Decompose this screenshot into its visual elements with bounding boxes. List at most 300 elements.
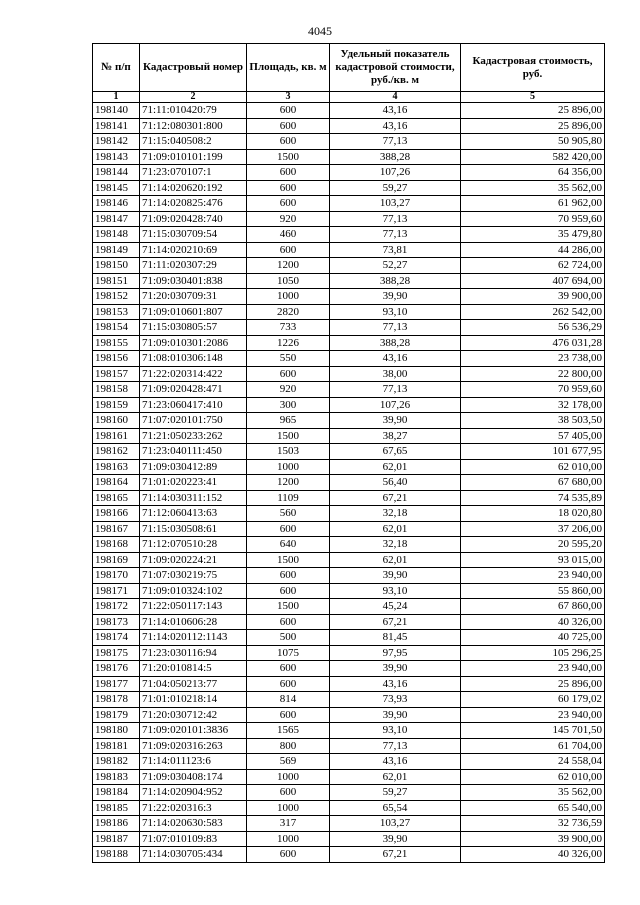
cadastral-number-cell: 71:11:020307:29 — [140, 258, 247, 274]
table-row — [93, 118, 605, 134]
cadastral-value-cell: 61 962,00 — [461, 196, 605, 212]
specific-value-cell: 62,01 — [330, 769, 461, 785]
table-row — [93, 165, 605, 181]
area-cell: 1500 — [247, 149, 330, 165]
cadastral-number-cell: 71:14:011123:6 — [140, 754, 247, 770]
cadastral-number-cell: 71:20:030709:31 — [140, 289, 247, 305]
cadastral-number-cell: 71:09:030401:838 — [140, 273, 247, 289]
cadastral-number-cell: 71:09:030412:89 — [140, 459, 247, 475]
cadastral-number-cell: 71:09:020316:263 — [140, 738, 247, 754]
cadastral-number-cell: 71:14:010606:28 — [140, 614, 247, 630]
table-row — [93, 413, 605, 429]
specific-value-cell: 388,28 — [330, 273, 461, 289]
table-row — [93, 304, 605, 320]
specific-value-cell: 39,90 — [330, 661, 461, 677]
header-cadastral-value: Кадастровая стоимость, руб. — [461, 44, 605, 92]
column-numbers-row — [93, 92, 605, 103]
area-cell: 600 — [247, 614, 330, 630]
header-area: Площадь, кв. м — [247, 44, 330, 92]
table-row — [93, 490, 605, 506]
header-row — [93, 44, 605, 92]
specific-value-cell: 59,27 — [330, 180, 461, 196]
row-number-cell: 198143 — [93, 149, 140, 165]
cadastral-value-cell: 39 900,00 — [461, 831, 605, 847]
cadastral-value-cell: 44 286,00 — [461, 242, 605, 258]
area-cell: 600 — [247, 242, 330, 258]
cadastral-value-cell: 22 800,00 — [461, 366, 605, 382]
table-row — [93, 289, 605, 305]
row-number-cell: 198170 — [93, 568, 140, 584]
specific-value-cell: 62,01 — [330, 521, 461, 537]
cadastral-number-cell: 71:22:020316:3 — [140, 800, 247, 816]
specific-value-cell: 38,27 — [330, 428, 461, 444]
cadastral-number-cell: 71:14:020112:1143 — [140, 630, 247, 646]
row-number-cell: 198153 — [93, 304, 140, 320]
cadastral-number-cell: 71:14:030705:434 — [140, 847, 247, 863]
table-row — [93, 537, 605, 553]
table-row — [93, 134, 605, 150]
table-row — [93, 444, 605, 460]
cadastral-value-cell: 40 326,00 — [461, 614, 605, 630]
row-number-cell: 198140 — [93, 103, 140, 119]
specific-value-cell: 77,13 — [330, 211, 461, 227]
row-number-cell: 198156 — [93, 351, 140, 367]
area-cell: 600 — [247, 118, 330, 134]
cadastral-value-cell: 23 940,00 — [461, 707, 605, 723]
cadastral-number-cell: 71:09:020428:740 — [140, 211, 247, 227]
row-number-cell: 198160 — [93, 413, 140, 429]
specific-value-cell: 39,90 — [330, 831, 461, 847]
area-cell: 600 — [247, 134, 330, 150]
table-row — [93, 816, 605, 832]
cadastral-value-cell: 55 860,00 — [461, 583, 605, 599]
cadastral-number-cell: 71:09:020224:21 — [140, 552, 247, 568]
row-number-cell: 198185 — [93, 800, 140, 816]
cadastral-value-cell: 476 031,28 — [461, 335, 605, 351]
cadastral-number-cell: 71:22:050117:143 — [140, 599, 247, 615]
specific-value-cell: 62,01 — [330, 552, 461, 568]
table-row — [93, 506, 605, 522]
row-number-cell: 198180 — [93, 723, 140, 739]
row-number-cell: 198173 — [93, 614, 140, 630]
area-cell: 1050 — [247, 273, 330, 289]
cadastral-value-cell: 35 562,00 — [461, 785, 605, 801]
area-cell: 600 — [247, 366, 330, 382]
area-cell: 1000 — [247, 769, 330, 785]
specific-value-cell: 43,16 — [330, 103, 461, 119]
row-number-cell: 198141 — [93, 118, 140, 134]
row-number-cell: 198157 — [93, 366, 140, 382]
row-number-cell: 198177 — [93, 676, 140, 692]
area-cell: 1000 — [247, 831, 330, 847]
specific-value-cell: 45,24 — [330, 599, 461, 615]
cadastral-number-cell: 71:09:010301:2086 — [140, 335, 247, 351]
specific-value-cell: 77,13 — [330, 382, 461, 398]
specific-value-cell: 39,90 — [330, 568, 461, 584]
specific-value-cell: 67,21 — [330, 614, 461, 630]
row-number-cell: 198183 — [93, 769, 140, 785]
cadastral-value-cell: 67 860,00 — [461, 599, 605, 615]
specific-value-cell: 43,16 — [330, 118, 461, 134]
area-cell: 800 — [247, 738, 330, 754]
table-row — [93, 397, 605, 413]
cadastral-value-cell: 23 940,00 — [461, 568, 605, 584]
cadastre-table — [92, 43, 605, 863]
cadastral-value-cell: 64 356,00 — [461, 165, 605, 181]
cadastral-value-cell: 262 542,00 — [461, 304, 605, 320]
cadastral-value-cell: 32 736,59 — [461, 816, 605, 832]
table-row — [93, 103, 605, 119]
specific-value-cell: 73,81 — [330, 242, 461, 258]
cadastral-number-cell: 71:07:020101:750 — [140, 413, 247, 429]
table-row — [93, 335, 605, 351]
row-number-cell: 198161 — [93, 428, 140, 444]
header-cadastral-number: Кадастровый номер — [140, 44, 247, 92]
cadastral-number-cell: 71:14:020825:476 — [140, 196, 247, 212]
area-cell: 500 — [247, 630, 330, 646]
cadastral-value-cell: 35 562,00 — [461, 180, 605, 196]
cadastral-value-cell: 50 905,80 — [461, 134, 605, 150]
area-cell: 560 — [247, 506, 330, 522]
row-number-cell: 198178 — [93, 692, 140, 708]
table-header — [93, 44, 605, 103]
area-cell: 569 — [247, 754, 330, 770]
specific-value-cell: 81,45 — [330, 630, 461, 646]
header-specific-value: Удельный показатель кадастровой стоимости, руб./кв. м — [330, 44, 461, 92]
cadastral-value-cell: 74 535,89 — [461, 490, 605, 506]
row-number-cell: 198159 — [93, 397, 140, 413]
cadastral-value-cell: 61 704,00 — [461, 738, 605, 754]
area-cell: 600 — [247, 707, 330, 723]
specific-value-cell: 67,21 — [330, 490, 461, 506]
cadastral-value-cell: 60 179,02 — [461, 692, 605, 708]
area-cell: 1200 — [247, 258, 330, 274]
header-number: № п/п — [93, 44, 140, 92]
cadastral-number-cell: 71:23:060417:410 — [140, 397, 247, 413]
specific-value-cell: 56,40 — [330, 475, 461, 491]
cadastral-value-cell: 23 738,00 — [461, 351, 605, 367]
area-cell: 600 — [247, 103, 330, 119]
row-number-cell: 198165 — [93, 490, 140, 506]
cadastral-number-cell: 71:21:050233:262 — [140, 428, 247, 444]
row-number-cell: 198142 — [93, 134, 140, 150]
cadastral-number-cell: 71:12:070510:28 — [140, 537, 247, 553]
row-number-cell: 198176 — [93, 661, 140, 677]
specific-value-cell: 32,18 — [330, 506, 461, 522]
table-row — [93, 785, 605, 801]
table-row — [93, 676, 605, 692]
row-number-cell: 198166 — [93, 506, 140, 522]
row-number-cell: 198151 — [93, 273, 140, 289]
area-cell: 1075 — [247, 645, 330, 661]
area-cell: 1500 — [247, 428, 330, 444]
cadastral-value-cell: 145 701,50 — [461, 723, 605, 739]
cadastral-value-cell: 25 896,00 — [461, 676, 605, 692]
row-number-cell: 198184 — [93, 785, 140, 801]
cadastral-number-cell: 71:11:010420:79 — [140, 103, 247, 119]
area-cell: 965 — [247, 413, 330, 429]
area-cell: 600 — [247, 661, 330, 677]
table-row — [93, 583, 605, 599]
area-cell: 600 — [247, 785, 330, 801]
cadastral-value-cell: 38 503,50 — [461, 413, 605, 429]
area-cell: 1565 — [247, 723, 330, 739]
table-row — [93, 320, 605, 336]
area-cell: 550 — [247, 351, 330, 367]
table-row — [93, 180, 605, 196]
table-row — [93, 568, 605, 584]
table-row — [93, 723, 605, 739]
row-number-cell: 198152 — [93, 289, 140, 305]
cadastral-value-cell: 40 725,00 — [461, 630, 605, 646]
cadastral-value-cell: 57 405,00 — [461, 428, 605, 444]
table-row — [93, 707, 605, 723]
cadastral-number-cell: 71:09:020101:3836 — [140, 723, 247, 739]
table-row — [93, 645, 605, 661]
table-row — [93, 754, 605, 770]
row-number-cell: 198172 — [93, 599, 140, 615]
area-cell: 2820 — [247, 304, 330, 320]
cadastral-value-cell: 105 296,25 — [461, 645, 605, 661]
cadastral-number-cell: 71:14:020630:583 — [140, 816, 247, 832]
table-row — [93, 351, 605, 367]
row-number-cell: 198148 — [93, 227, 140, 243]
area-cell: 640 — [247, 537, 330, 553]
page-number: 4045 — [308, 24, 332, 38]
area-cell: 1109 — [247, 490, 330, 506]
specific-value-cell: 73,93 — [330, 692, 461, 708]
area-cell: 1000 — [247, 289, 330, 305]
area-cell: 600 — [247, 180, 330, 196]
cadastral-number-cell: 71:01:020223:41 — [140, 475, 247, 491]
cadastral-value-cell: 37 206,00 — [461, 521, 605, 537]
cadastral-value-cell: 101 677,95 — [461, 444, 605, 460]
cadastral-number-cell: 71:15:030709:54 — [140, 227, 247, 243]
area-cell: 600 — [247, 196, 330, 212]
area-cell: 600 — [247, 165, 330, 181]
table-row — [93, 196, 605, 212]
specific-value-cell: 67,21 — [330, 847, 461, 863]
cadastral-value-cell: 62 724,00 — [461, 258, 605, 274]
cadastral-number-cell: 71:14:020904:952 — [140, 785, 247, 801]
column-number: 4 — [330, 92, 461, 103]
cadastral-number-cell: 71:04:050213:77 — [140, 676, 247, 692]
table-body — [93, 103, 605, 863]
cadastral-number-cell: 71:12:060413:63 — [140, 506, 247, 522]
cadastral-number-cell: 71:14:030311:152 — [140, 490, 247, 506]
row-number-cell: 198154 — [93, 320, 140, 336]
row-number-cell: 198181 — [93, 738, 140, 754]
specific-value-cell: 65,54 — [330, 800, 461, 816]
table-row — [93, 211, 605, 227]
cadastral-number-cell: 71:09:020428:471 — [140, 382, 247, 398]
cadastral-value-cell: 18 020,80 — [461, 506, 605, 522]
table-row — [93, 366, 605, 382]
area-cell: 814 — [247, 692, 330, 708]
specific-value-cell: 107,26 — [330, 165, 461, 181]
area-cell: 1000 — [247, 459, 330, 475]
cadastral-number-cell: 71:20:010814:5 — [140, 661, 247, 677]
cadastral-value-cell: 582 420,00 — [461, 149, 605, 165]
table-row — [93, 552, 605, 568]
specific-value-cell: 43,16 — [330, 676, 461, 692]
cadastral-value-cell: 70 959,60 — [461, 382, 605, 398]
row-number-cell: 198158 — [93, 382, 140, 398]
table-row — [93, 428, 605, 444]
area-cell: 1200 — [247, 475, 330, 491]
row-number-cell: 198145 — [93, 180, 140, 196]
row-number-cell: 198174 — [93, 630, 140, 646]
table-row — [93, 738, 605, 754]
specific-value-cell: 39,90 — [330, 413, 461, 429]
table-row — [93, 800, 605, 816]
cadastral-number-cell: 71:12:080301:800 — [140, 118, 247, 134]
specific-value-cell: 388,28 — [330, 335, 461, 351]
cadastral-number-cell: 71:09:030408:174 — [140, 769, 247, 785]
cadastral-number-cell: 71:14:020620:192 — [140, 180, 247, 196]
specific-value-cell: 39,90 — [330, 289, 461, 305]
cadastral-number-cell: 71:23:070107:1 — [140, 165, 247, 181]
specific-value-cell: 77,13 — [330, 738, 461, 754]
row-number-cell: 198163 — [93, 459, 140, 475]
cadastral-value-cell: 70 959,60 — [461, 211, 605, 227]
table-row — [93, 521, 605, 537]
area-cell: 733 — [247, 320, 330, 336]
table-row — [93, 273, 605, 289]
cadastral-value-cell: 40 326,00 — [461, 847, 605, 863]
cadastral-value-cell: 25 896,00 — [461, 118, 605, 134]
cadastral-number-cell: 71:15:030508:61 — [140, 521, 247, 537]
row-number-cell: 198164 — [93, 475, 140, 491]
table-row — [93, 769, 605, 785]
cadastral-value-cell: 32 178,00 — [461, 397, 605, 413]
specific-value-cell: 103,27 — [330, 196, 461, 212]
table-row — [93, 227, 605, 243]
cadastral-value-cell: 67 680,00 — [461, 475, 605, 491]
specific-value-cell: 77,13 — [330, 134, 461, 150]
cadastral-value-cell: 65 540,00 — [461, 800, 605, 816]
row-number-cell: 198146 — [93, 196, 140, 212]
table-row — [93, 614, 605, 630]
cadastral-number-cell: 71:23:040111:450 — [140, 444, 247, 460]
area-cell: 920 — [247, 211, 330, 227]
area-cell: 1500 — [247, 552, 330, 568]
column-number: 2 — [140, 92, 247, 103]
specific-value-cell: 43,16 — [330, 754, 461, 770]
table-row — [93, 692, 605, 708]
table-row — [93, 382, 605, 398]
row-number-cell: 198149 — [93, 242, 140, 258]
column-number: 1 — [93, 92, 140, 103]
table-row — [93, 475, 605, 491]
row-number-cell: 198144 — [93, 165, 140, 181]
row-number-cell: 198171 — [93, 583, 140, 599]
specific-value-cell: 107,26 — [330, 397, 461, 413]
row-number-cell: 198168 — [93, 537, 140, 553]
cadastral-number-cell: 71:07:030219:75 — [140, 568, 247, 584]
specific-value-cell: 67,65 — [330, 444, 461, 460]
cadastral-value-cell: 93 015,00 — [461, 552, 605, 568]
cadastral-number-cell: 71:20:030712:42 — [140, 707, 247, 723]
cadastral-number-cell: 71:09:010601:807 — [140, 304, 247, 320]
specific-value-cell: 32,18 — [330, 537, 461, 553]
area-cell: 600 — [247, 676, 330, 692]
area-cell: 600 — [247, 568, 330, 584]
column-number: 5 — [461, 92, 605, 103]
cadastral-number-cell: 71:07:010109:83 — [140, 831, 247, 847]
cadastral-value-cell: 39 900,00 — [461, 289, 605, 305]
specific-value-cell: 59,27 — [330, 785, 461, 801]
table-row — [93, 258, 605, 274]
area-cell: 300 — [247, 397, 330, 413]
cadastral-number-cell: 71:23:030116:94 — [140, 645, 247, 661]
row-number-cell: 198167 — [93, 521, 140, 537]
cadastral-value-cell: 407 694,00 — [461, 273, 605, 289]
specific-value-cell: 93,10 — [330, 723, 461, 739]
area-cell: 1500 — [247, 599, 330, 615]
area-cell: 460 — [247, 227, 330, 243]
row-number-cell: 198162 — [93, 444, 140, 460]
cadastral-number-cell: 71:09:010324:102 — [140, 583, 247, 599]
row-number-cell: 198188 — [93, 847, 140, 863]
table-row — [93, 661, 605, 677]
area-cell: 600 — [247, 847, 330, 863]
area-cell: 317 — [247, 816, 330, 832]
cadastral-value-cell: 35 479,80 — [461, 227, 605, 243]
area-cell: 1226 — [247, 335, 330, 351]
row-number-cell: 198186 — [93, 816, 140, 832]
area-cell: 600 — [247, 521, 330, 537]
cadastral-value-cell: 62 010,00 — [461, 769, 605, 785]
row-number-cell: 198187 — [93, 831, 140, 847]
specific-value-cell: 43,16 — [330, 351, 461, 367]
area-cell: 920 — [247, 382, 330, 398]
area-cell: 600 — [247, 583, 330, 599]
table-row — [93, 831, 605, 847]
area-cell: 1000 — [247, 800, 330, 816]
cadastral-number-cell: 71:22:020314:422 — [140, 366, 247, 382]
specific-value-cell: 388,28 — [330, 149, 461, 165]
row-number-cell: 198155 — [93, 335, 140, 351]
table-row — [93, 459, 605, 475]
cadastral-value-cell: 62 010,00 — [461, 459, 605, 475]
cadastral-number-cell: 71:08:010306:148 — [140, 351, 247, 367]
cadastral-value-cell: 24 558,04 — [461, 754, 605, 770]
row-number-cell: 198179 — [93, 707, 140, 723]
column-number: 3 — [247, 92, 330, 103]
cadastral-number-cell: 71:14:020210:69 — [140, 242, 247, 258]
area-cell: 1503 — [247, 444, 330, 460]
specific-value-cell: 103,27 — [330, 816, 461, 832]
specific-value-cell: 77,13 — [330, 320, 461, 336]
table-row — [93, 149, 605, 165]
cadastral-value-cell: 25 896,00 — [461, 103, 605, 119]
cadastral-number-cell: 71:09:010101:199 — [140, 149, 247, 165]
specific-value-cell: 39,90 — [330, 707, 461, 723]
row-number-cell: 198182 — [93, 754, 140, 770]
specific-value-cell: 62,01 — [330, 459, 461, 475]
cadastral-value-cell: 23 940,00 — [461, 661, 605, 677]
cadastral-number-cell: 71:15:030805:57 — [140, 320, 247, 336]
table-row — [93, 599, 605, 615]
cadastral-number-cell: 71:01:010218:14 — [140, 692, 247, 708]
specific-value-cell: 38,00 — [330, 366, 461, 382]
specific-value-cell: 93,10 — [330, 583, 461, 599]
specific-value-cell: 52,27 — [330, 258, 461, 274]
cadastral-number-cell: 71:15:040508:2 — [140, 134, 247, 150]
row-number-cell: 198169 — [93, 552, 140, 568]
cadastral-value-cell: 20 595,20 — [461, 537, 605, 553]
